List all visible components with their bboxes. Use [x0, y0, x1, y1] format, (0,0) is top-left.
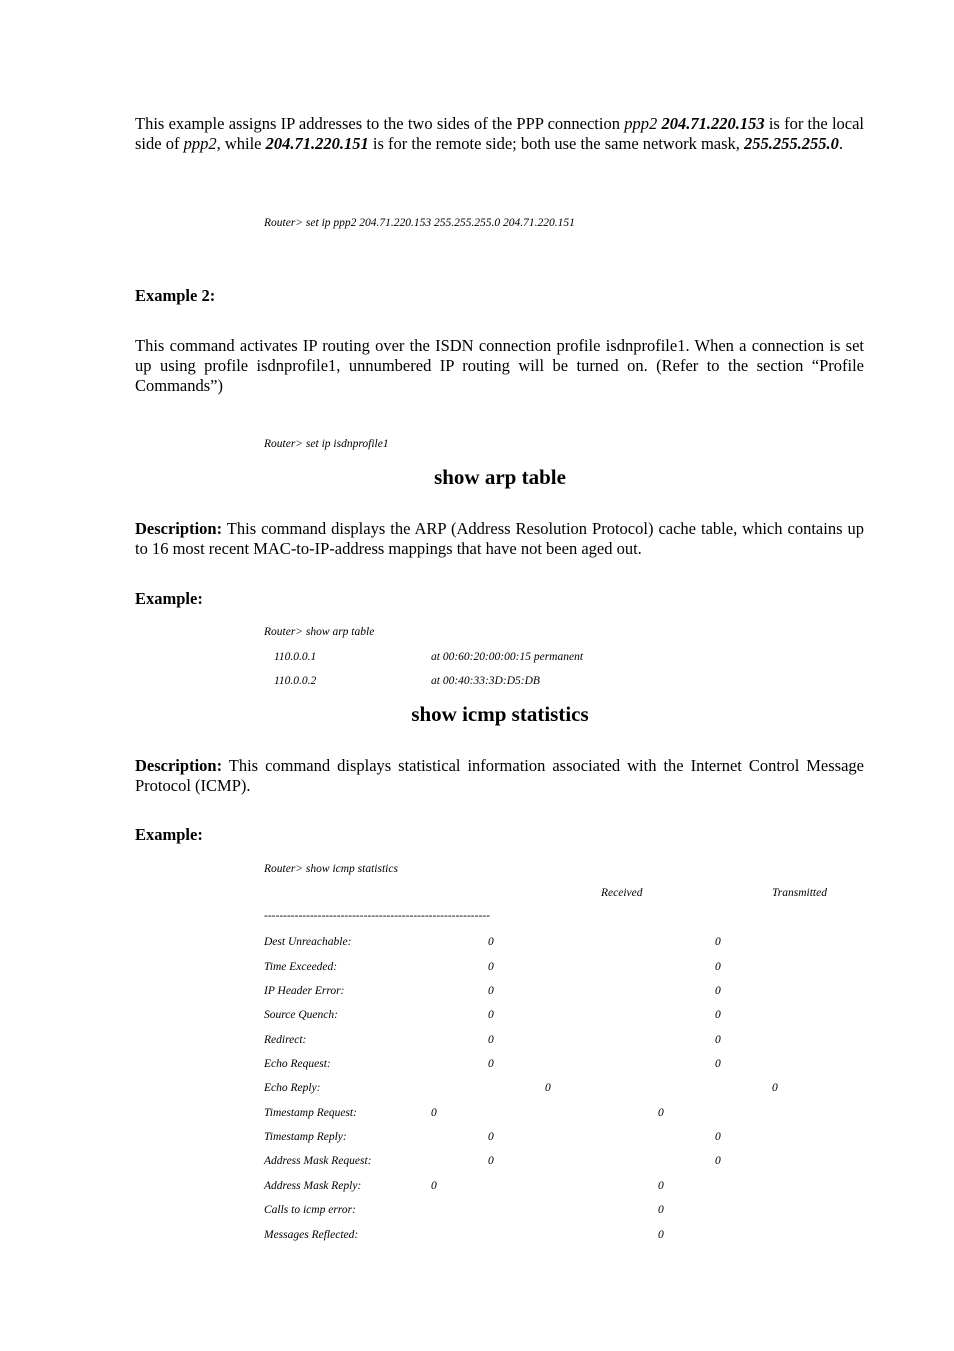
remote-ip: 204.71.220.151	[265, 134, 369, 153]
example-2-heading: Example 2:	[135, 286, 216, 305]
stat-transmitted: 0	[715, 936, 721, 948]
stat-transmitted: 0	[658, 1107, 664, 1119]
command-example: Router> set ip isdnprofile1	[264, 438, 389, 450]
stat-transmitted: 0	[658, 1229, 664, 1241]
description-label: Description:	[135, 519, 223, 538]
stat-label: Source Quench:	[264, 1009, 338, 1021]
section-title-icmp: show icmp statistics	[411, 702, 589, 726]
ppp2-term: ppp2	[183, 134, 217, 153]
stat-received: 0	[488, 936, 494, 948]
stat-label: Messages Reflected:	[264, 1229, 359, 1241]
stat-transmitted: 0	[658, 1180, 664, 1192]
column-header-transmitted: Transmitted	[772, 887, 827, 899]
stat-transmitted: 0	[715, 1155, 721, 1167]
stat-transmitted: 0	[772, 1082, 778, 1094]
divider-line: -----------------------------------------------------------	[264, 910, 490, 922]
stat-received: 0	[488, 1034, 494, 1046]
intro-text: , while	[216, 134, 266, 153]
intro-text: is for the local side of	[135, 114, 865, 153]
stat-received: 0	[545, 1082, 551, 1094]
stat-label: Redirect:	[264, 1034, 307, 1046]
stat-received: 0	[488, 985, 494, 997]
stat-label: Dest Unreachable:	[264, 936, 352, 948]
intro-text: is for the remote side; both use the same network mask,	[368, 134, 745, 153]
arp-row-ip: 110.0.0.2	[274, 675, 317, 687]
intro-text: .	[838, 134, 844, 153]
stat-received: 0	[488, 961, 494, 973]
arp-row-mac: at 00:40:33:3D:D5:DB	[431, 675, 540, 687]
stat-label: Echo Reply:	[264, 1082, 321, 1094]
stat-received: 0	[488, 1155, 494, 1167]
icmp-description	[135, 756, 864, 796]
stat-transmitted: 0	[715, 1058, 721, 1070]
stat-transmitted: 0	[715, 1034, 721, 1046]
description-label: Description:	[135, 756, 223, 775]
icmp-example-heading: Example:	[135, 825, 203, 844]
command-example: Router> set ip ppp2 204.71.220.153 255.255.255.0 204.71.220.151	[264, 217, 575, 229]
arp-row-ip: 110.0.0.1	[274, 651, 317, 663]
isdn-paragraph: This command activates IP routing over the ISDN connection profile isdnprofile1. When a connection is set up using profile isdnprofile1, unnumbered IP routing will be turned on. (Refer to the section “Profile Commands”)	[135, 336, 864, 395]
stat-received: 0	[488, 1058, 494, 1070]
stat-label: IP Header Error:	[264, 985, 345, 997]
network-mask: 255.255.255.0	[744, 134, 839, 153]
column-header-received: Received	[601, 887, 643, 899]
local-ip: 204.71.220.153	[661, 114, 765, 133]
arp-description	[135, 519, 864, 559]
arp-example-heading: Example:	[135, 589, 203, 608]
intro-text: This example assigns IP addresses to the two sides of the PPP connection	[135, 114, 625, 133]
stat-transmitted: 0	[715, 961, 721, 973]
arp-command: Router> show arp table	[264, 626, 375, 638]
stat-label: Echo Request:	[264, 1058, 331, 1070]
stat-transmitted: 0	[715, 1131, 721, 1143]
intro-paragraph	[135, 114, 864, 154]
stat-label: Time Exceeded:	[264, 961, 338, 973]
stat-received: 0	[431, 1107, 437, 1119]
stat-label: Calls to icmp error:	[264, 1204, 356, 1216]
arp-row-mac: at 00:60:20:00:00:15 permanent	[431, 651, 584, 663]
stat-transmitted: 0	[658, 1204, 664, 1216]
stat-received: 0	[488, 1009, 494, 1021]
stat-transmitted: 0	[715, 1009, 721, 1021]
section-title-arp: show arp table	[434, 465, 566, 489]
stat-transmitted: 0	[715, 985, 721, 997]
stat-label: Address Mask Request:	[264, 1155, 372, 1167]
stat-label: Timestamp Reply:	[264, 1131, 347, 1143]
stat-received: 0	[488, 1131, 494, 1143]
stat-received: 0	[431, 1180, 437, 1192]
description-text: This command displays the ARP (Address Resolution Protocol) cache table, which contains up to 16 most recent MAC-to-IP-address mappings that have not been aged out.	[135, 519, 864, 558]
description-text: This command displays statistical information associated with the Internet Control Message Protocol (ICMP).	[135, 756, 864, 795]
icmp-command: Router> show icmp statistics	[264, 863, 398, 875]
stat-label: Address Mask Reply:	[264, 1180, 362, 1192]
stat-label: Timestamp Request:	[264, 1107, 357, 1119]
ppp2-term: ppp2	[624, 114, 658, 133]
